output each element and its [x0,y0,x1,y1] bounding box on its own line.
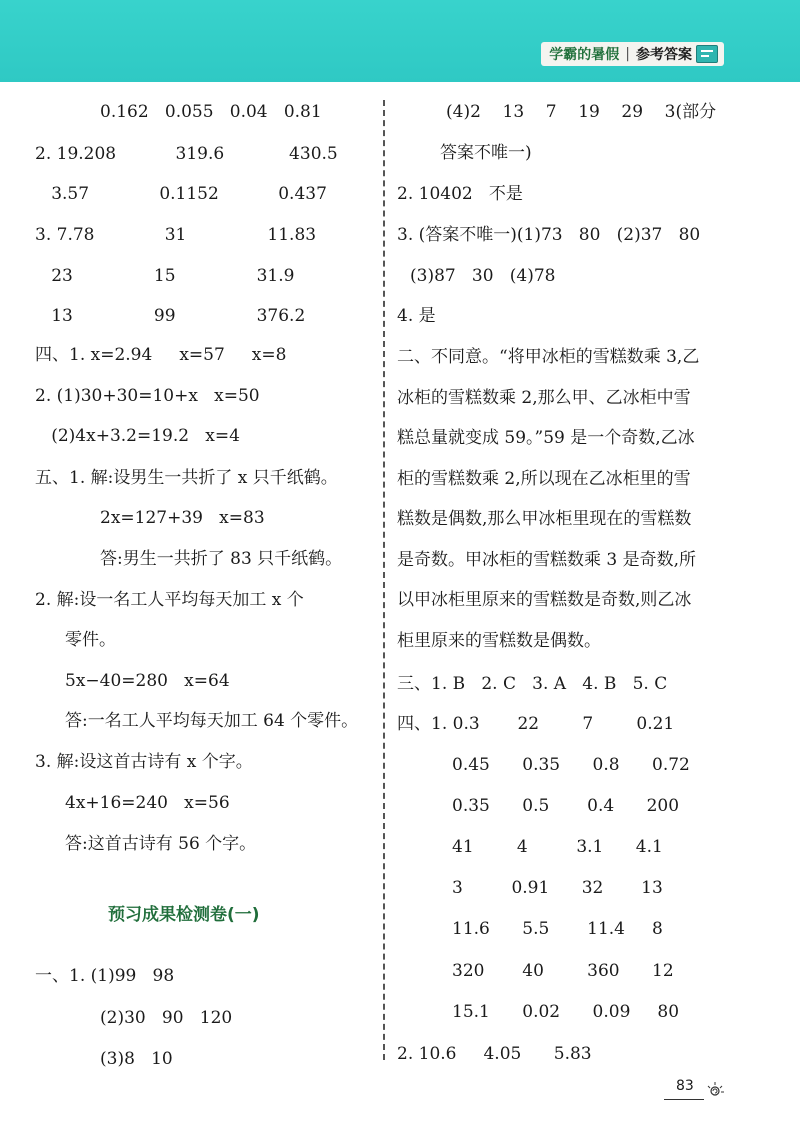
answer-line: 320 40 360 12 [452,961,674,981]
answer-line: 糕数是偶数,那么甲冰柜里现在的雪糕数 [397,509,692,529]
answer-line: 答:这首古诗有 56 个字。 [65,834,257,854]
header-band [0,0,800,82]
answer-line: 4. 是 [397,306,436,326]
answer-line: 2. (1)30+30=10+x x=50 [35,386,260,406]
answer-line: 5x−40=280 x=64 [65,671,230,691]
column-divider [383,100,385,1060]
answer-line: 3. 7.78 31 11.83 [35,225,317,245]
answer-line: 零件。 [65,630,116,650]
sun-swirl-icon [704,1080,726,1100]
answer-line: (2)4x+3.2=19.2 x=4 [35,426,240,446]
book-icon [696,45,718,63]
answer-line: 3. 解:设这首古诗有 x 个字。 [35,752,253,772]
answer-line: 2. 10.6 4.05 5.83 [397,1044,592,1064]
answer-line: (3)8 10 [100,1049,173,1069]
answer-line: 四、1. 0.3 22 7 0.21 [397,714,675,734]
answer-line: 答案不唯一) [440,143,532,163]
answer-line: 2. 19.208 319.6 430.5 [35,144,338,164]
page-number-underline [664,1099,704,1100]
answer-line: 0.45 0.35 0.8 0.72 [452,755,690,775]
answer-line: 3. (答案不唯一)(1)73 80 (2)37 80 [397,225,701,245]
answer-line: (3)87 30 (4)78 [410,266,556,286]
page-number: 83 [676,1078,694,1094]
header-separator: | [625,46,630,62]
answer-line: 23 15 31.9 [35,266,295,286]
answer-line: 五、1. 解:设男生一共折了 x 只千纸鹤。 [35,468,338,488]
answer-line: 二、不同意。“将甲冰柜的雪糕数乘 3,乙 [397,347,700,367]
answer-line: 13 99 376.2 [35,306,306,326]
answer-line: 冰柜的雪糕数乘 2,那么甲、乙冰柜中雪 [397,388,691,408]
answer-line: 0.162 0.055 0.04 0.81 [100,102,322,122]
book-title: 学霸的暑假 [549,47,620,63]
answer-line: (2)30 90 120 [100,1008,233,1028]
section-title: 预习成果检测卷(一) [108,905,260,925]
answer-line: 3.57 0.1152 0.437 [35,184,327,204]
answer-key-label: 参考答案 [636,47,692,63]
answer-line: 41 4 3.1 4.1 [452,837,663,857]
answer-line: 答:一名工人平均每天加工 64 个零件。 [65,711,359,731]
answer-line: 2. 解:设一名工人平均每天加工 x 个 [35,590,304,610]
answer-line: 柜里原来的雪糕数是偶数。 [397,631,601,651]
answer-line: 2x=127+39 x=83 [100,508,265,528]
answer-line: 以甲冰柜里原来的雪糕数是奇数,则乙冰 [397,590,692,610]
answer-line: 是奇数。甲冰柜的雪糕数乘 3 是奇数,所 [397,550,697,570]
answer-line: 3 0.91 32 13 [452,878,663,898]
answer-line: 4x+16=240 x=56 [65,793,230,813]
answer-line: (4)2 13 7 19 29 3(部分 [446,102,717,122]
answer-line: 一、1. (1)99 98 [35,966,175,986]
answer-line: 糕总量就变成 59。”59 是一个奇数,乙冰 [397,428,695,448]
answer-line: 柜的雪糕数乘 2,所以现在乙冰柜里的雪 [397,469,691,489]
answer-line: 三、1. B 2. C 3. A 4. B 5. C [397,674,668,694]
answer-line: 0.35 0.5 0.4 200 [452,796,680,816]
answer-line: 2. 10402 不是 [397,184,523,204]
header-badge [541,42,724,66]
answer-line: 11.6 5.5 11.4 8 [452,919,663,939]
answer-line: 四、1. x=2.94 x=57 x=8 [35,345,287,365]
answer-line: 15.1 0.02 0.09 80 [452,1002,680,1022]
answer-line: 答:男生一共折了 83 只千纸鹤。 [100,549,343,569]
